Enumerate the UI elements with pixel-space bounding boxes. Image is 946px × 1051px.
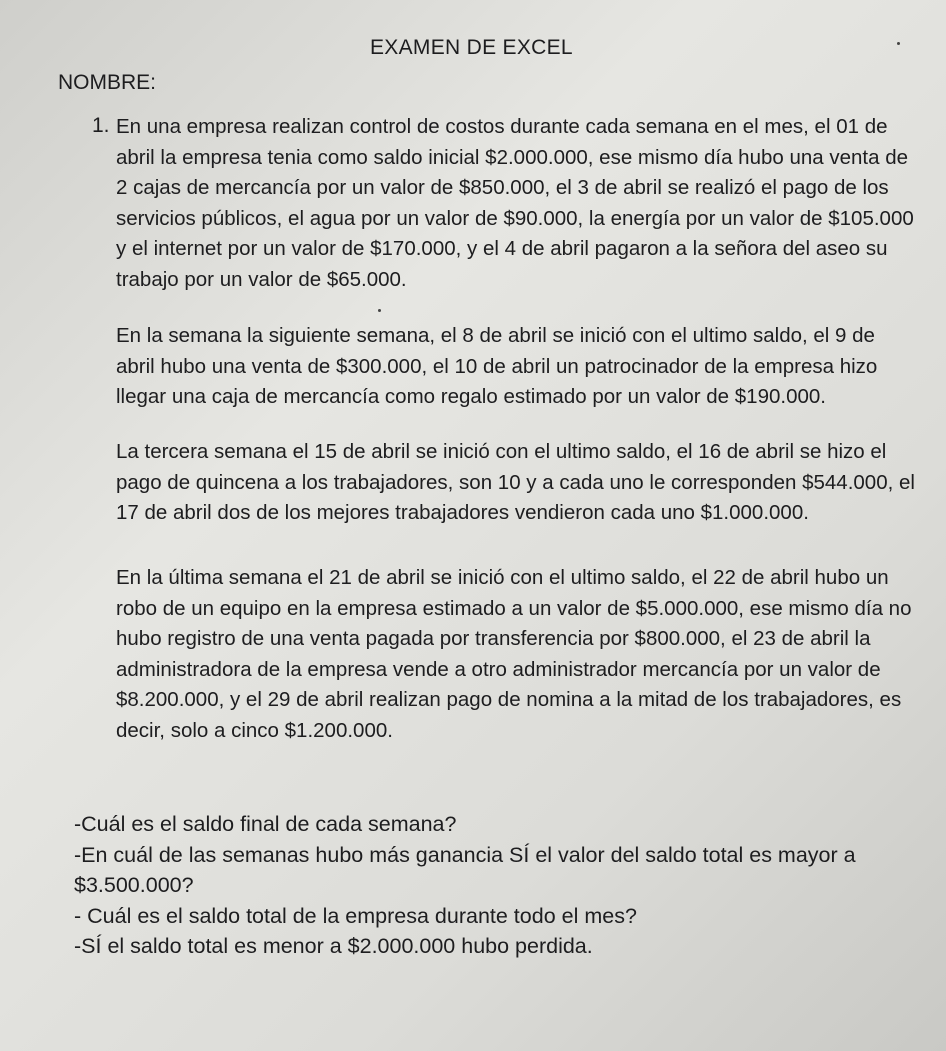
problem-number: 1.: [92, 114, 110, 137]
question-3: - Cuál es el saldo total de la empresa durante todo el mes?: [74, 903, 637, 928]
paragraph-week-3: La tercera semana el 15 de abril se inició con el ultimo saldo, el 16 de abril se hizo el pago de quincena a los trabajadores, son 10 y a cada uno le corresponden $544.000, el 17 de abril dos de los mejores trabajadores vendieron cada uno $1.000.000.: [116, 440, 915, 524]
paper-speck: [378, 309, 381, 312]
questions-list: [74, 809, 924, 962]
paragraph-week-2: En la semana la siguiente semana, el 8 de abril se inició con el ultimo saldo, el 9 de abril hubo una venta de $300.000, el 10 de abril un patrocinador de la empresa hizo llegar una caja de mercancía como regalo estimado por un valor de $190.000.: [116, 324, 878, 408]
question-2: -En cuál de las semanas hubo más ganancia SÍ el valor del saldo total es mayor a $3.500.000?: [74, 842, 856, 897]
paragraph-week-1: En una empresa realizan control de costos durante cada semana en el mes, el 01 de abril la empresa tenia como saldo inicial $2.000.000, ese mismo día hubo una venta de 2 cajas de mercancía por un valor de $850.000, el 3 de abril se realizó el pago de los servicios públicos, el agua por un valor de $90.000, la energía por un valor de $105.000 y el internet por un valor de $170.000, y el 4 de abril pagaron a la señora del aseo su trabajo por un valor de $65.000.: [116, 115, 914, 291]
name-label: NOMBRE:: [58, 71, 157, 94]
question-4: -SÍ el saldo total es menor a $2.000.000 hubo perdida.: [74, 934, 593, 958]
question-1: -Cuál es el saldo final de cada semana?: [74, 812, 457, 836]
paragraph-week-4: En la última semana el 21 de abril se inició con el ultimo saldo, el 22 de abril hubo un robo de un equipo en la empresa estimado a un valor de $5.000.000, ese mismo día no hubo registro de una venta pagada por transferencia por $800.000, el 23 de abril la administradora de la empresa vende a otro administrador mercancía por un valor de $8.200.000, y el 29 de abril realizan pago de nomina a la mitad de los trabajadores, es decir, solo a cinco $1.200.000.: [116, 566, 912, 742]
page-title: EXAMEN DE EXCEL: [370, 36, 573, 59]
paper-speck: [897, 42, 900, 45]
